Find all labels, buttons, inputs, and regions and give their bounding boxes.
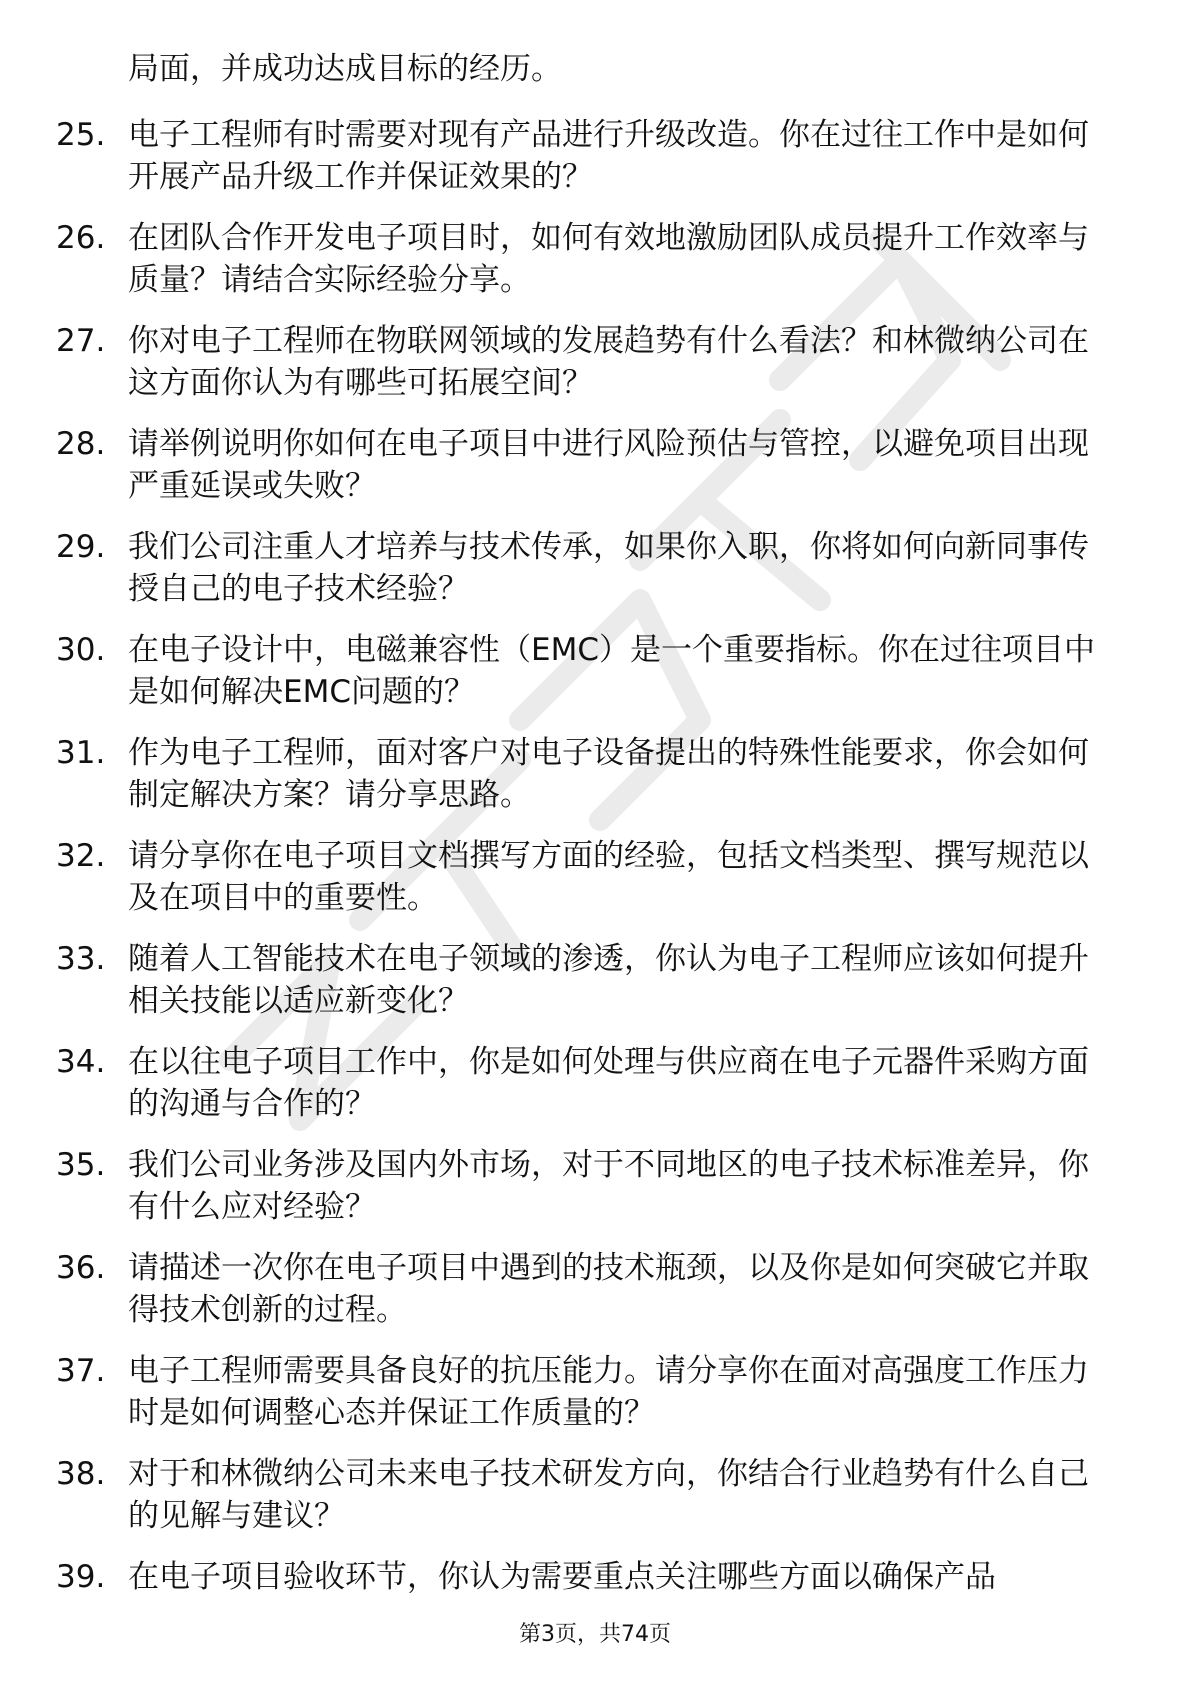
question-text: 请举例说明你如何在电子项目中进行风险预估与管控，以避免项目出现严重延误或失败？ [128, 426, 1089, 504]
list-item [0, 835, 1190, 938]
question-number: 34. [56, 1044, 106, 1080]
question-number: 35. [56, 1147, 106, 1183]
question-text: 我们公司业务涉及国内外市场，对于不同地区的电子技术标准差异，你有什么应对经验？ [128, 1147, 1089, 1225]
continuation-text: 局面，并成功达成目标的经历。 [128, 51, 562, 87]
question-text: 请分享你在电子项目文档撰写方面的经验，包括文档类型、撰写规范以及在项目中的重要性。 [128, 838, 1089, 916]
list-item [0, 1041, 1190, 1144]
question-number: 29. [56, 529, 106, 565]
list-item [0, 1453, 1190, 1556]
question-number: 32. [56, 838, 106, 874]
question-text: 在团队合作开发电子项目时，如何有效地激励团队成员提升工作效率与质量？请结合实际经验分享。 [128, 220, 1089, 298]
question-number: 25. [56, 117, 106, 153]
list-item [0, 320, 1190, 423]
list-item [0, 1350, 1190, 1453]
question-text: 我们公司注重人才培养与技术传承，如果你入职，你将如何向新同事传授自己的电子技术经验？ [128, 529, 1089, 607]
question-text: 在电子设计中，电磁兼容性（EMC）是一个重要指标。你在过往项目中是如何解决EMC问题的？ [128, 632, 1095, 710]
question-text: 电子工程师需要具备良好的抗压能力。请分享你在面对高强度工作压力时是如何调整心态并保证工作质量的？ [128, 1353, 1089, 1431]
list-item [0, 629, 1190, 732]
question-number: 31. [56, 735, 106, 771]
question-number: 30. [56, 632, 106, 668]
list-item [0, 217, 1190, 320]
question-text: 随着人工智能技术在电子领域的渗透，你认为电子工程师应该如何提升相关技能以适应新变化？ [128, 941, 1089, 1019]
question-text: 作为电子工程师，面对客户对电子设备提出的特殊性能要求，你会如何制定解决方案？请分享思路。 [128, 735, 1089, 813]
list-item [0, 938, 1190, 1041]
list-item [0, 423, 1190, 526]
question-number: 26. [56, 220, 106, 256]
question-text: 对于和林微纳公司未来电子技术研发方向，你结合行业趋势有什么自己的见解与建议？ [128, 1456, 1089, 1534]
page-number: 第3页，共74页 [519, 1622, 671, 1647]
list-item [0, 114, 1190, 217]
question-text: 请描述一次你在电子项目中遇到的技术瓶颈，以及你是如何突破它并取得技术创新的过程。 [128, 1250, 1089, 1328]
list-item [0, 1144, 1190, 1247]
list-item [0, 732, 1190, 835]
question-number: 36. [56, 1250, 106, 1286]
question-text: 你对电子工程师在物联网领域的发展趋势有什么看法？和林微纳公司在这方面你认为有哪些可拓展空间？ [128, 323, 1089, 401]
question-text: 电子工程师有时需要对现有产品进行升级改造。你在过往工作中是如何开展产品升级工作并保证效果的？ [128, 117, 1089, 195]
question-list [0, 114, 1190, 1659]
list-item [0, 526, 1190, 629]
question-text: 在电子项目验收环节，你认为需要重点关注哪些方面以确保产品 [128, 1559, 996, 1595]
question-number: 33. [56, 941, 106, 977]
question-number: 37. [56, 1353, 106, 1389]
question-number: 27. [56, 323, 106, 359]
list-item [0, 1247, 1190, 1350]
question-number: 38. [56, 1456, 106, 1492]
question-text: 在以往电子项目工作中，你是如何处理与供应商在电子元器件采购方面的沟通与合作的？ [128, 1044, 1089, 1122]
question-number: 39. [56, 1559, 106, 1595]
question-number: 28. [56, 426, 106, 462]
